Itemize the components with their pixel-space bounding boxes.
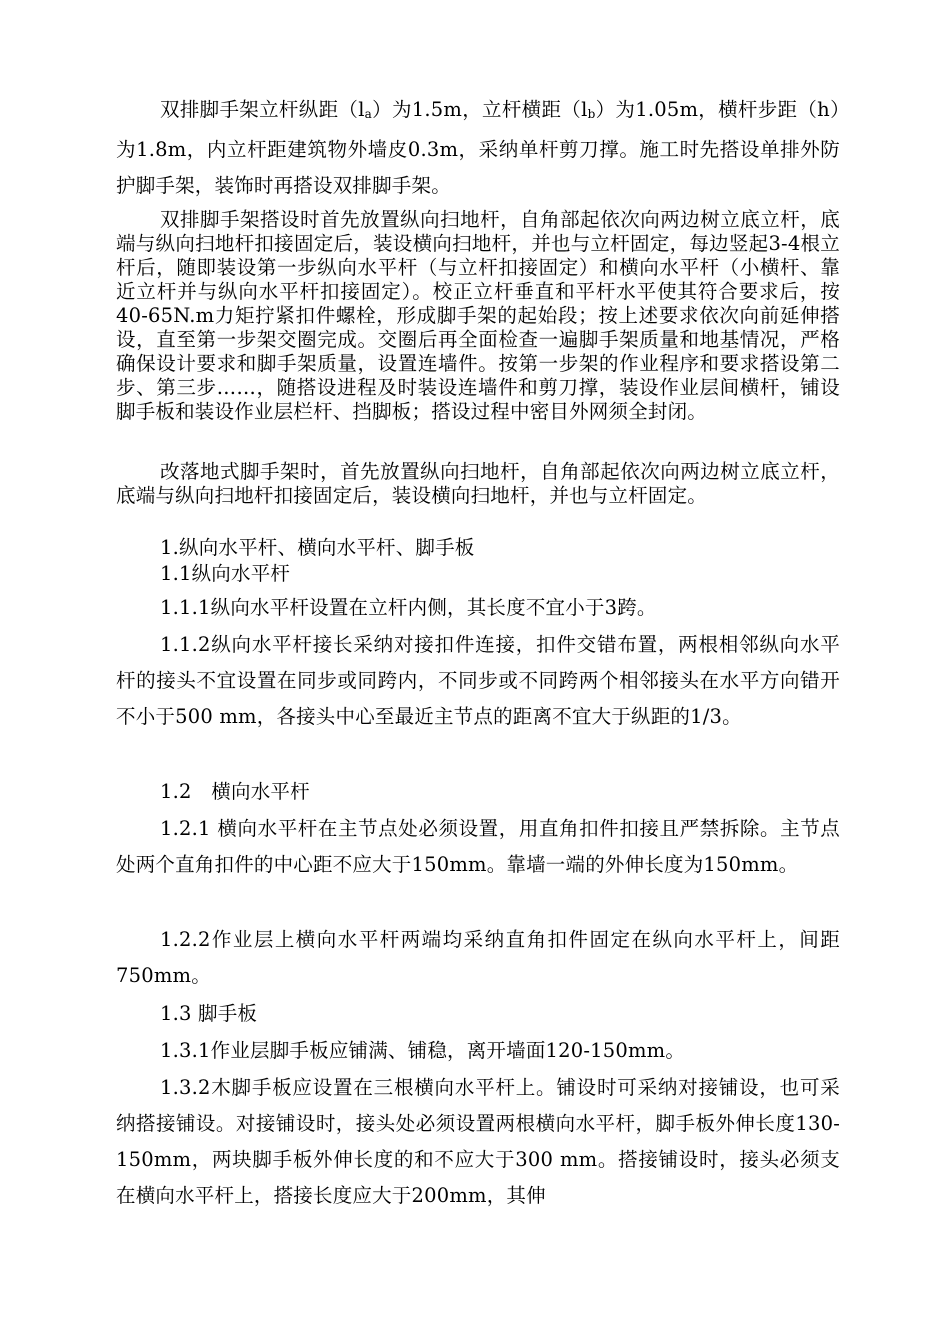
paragraph-1-2-2: 1.2.2作业层上横向水平杆两端均采纳直角扣件固定在纵向水平杆上，间距750mm。 xyxy=(116,928,840,987)
section-heading-1-1: 1.1纵向水平杆 xyxy=(160,562,291,585)
paragraph-1-3-2: 1.3.2木脚手板应设置在三根横向水平杆上。铺设时可采纳对接铺设，也可采纳搭接铺设。对接铺设时，接头处必须设置两根横向水平杆，脚手板外伸长度130-150mm，两块脚手板外伸长度的和不应大于300 mm。搭接铺设时，接头必须支在横向水平杆上，搭接长度应大于200mm，其伸 xyxy=(116,1076,840,1207)
paragraph-scaffold-spacing xyxy=(116,92,840,204)
paragraph-double-scaffold-erection: 双排脚手架搭设时首先放置纵向扫地杆，自角部起依次向两边树立底立杆，底端与纵向扫地杆扣接固定后，装设横向扫地杆，并也与立杆固定，每边竖起3-4根立杆后，随即装设第一步纵向水平杆（与立杆扣接固定）和横向水平杆（小横杆、靠近立杆并与纵向水平杆扣接固定）。校正立杆垂直和平杆水平使其符合要求后，按40-65N.m力矩拧紧扣件螺栓，形成脚手架的起始段；按上述要求依次向前延伸搭设，直至第一步架交圈完成。交圈后再全面检查一遍脚手架质量和地基情况，严格确保设计要求和脚手架质量，设置连墙件。按第一步架的作业程序和要求搭设第二步、第三步……，随搭设进程及时装设连墙件和剪刀撑，装设作业层间横杆，铺设脚手板和装设作业层栏杆、挡脚板；搭设过程中密目外网须全封闭。 xyxy=(116,208,840,423)
section-heading-1-2: 1.2 横向水平杆 xyxy=(160,780,310,803)
text-run: 双排脚手架立杆纵距（l xyxy=(160,98,365,121)
paragraph-1-1-1: 1.1.1纵向水平杆设置在立杆内侧，其长度不宜小于3跨。 xyxy=(160,596,657,619)
paragraph-floor-scaffold: 改落地式脚手架时，首先放置纵向扫地杆，自角部起依次向两边树立底立杆，底端与纵向扫地杆扣接固定后，装设横向扫地杆，并也与立杆固定。 xyxy=(116,460,840,507)
subscript-b: b xyxy=(587,107,596,121)
subscript-a: a xyxy=(364,107,373,121)
text-run: ）为1.05m，横杆步距（h）为1.8m，内立杆距建筑物外墙皮0.3m，采纳单杆剪刀撑。施工时先搭设单排外防护脚手架，装饰时再搭设双排脚手架。 xyxy=(116,98,841,197)
paragraph-1-2-1: 1.2.1 横向水平杆在主节点处必须设置，用直角扣件扣接且严禁拆除。主节点处两个直角扣件的中心距不应大于150mm。靠墙一端的外伸长度为150mm。 xyxy=(116,817,840,876)
section-heading-1: 1.纵向水平杆、横向水平杆、脚手板 xyxy=(160,536,475,559)
paragraph-1-1-2: 1.1.2纵向水平杆接长采纳对接扣件连接，扣件交错布置，两根相邻纵向水平杆的接头不宜设置在同步或同跨内，不同步或不同跨两个相邻接头在水平方向错开不小于500 mm，各接头中心至最近主节点的距离不宜大于纵距的1/3。 xyxy=(116,633,840,728)
section-heading-1-3: 1.3 脚手板 xyxy=(160,1002,258,1025)
text-run: ）为1.5m，立杆横距（l xyxy=(372,98,588,121)
paragraph-1-3-1: 1.3.1作业层脚手板应铺满、铺稳，离开墙面120-150mm。 xyxy=(160,1039,686,1062)
